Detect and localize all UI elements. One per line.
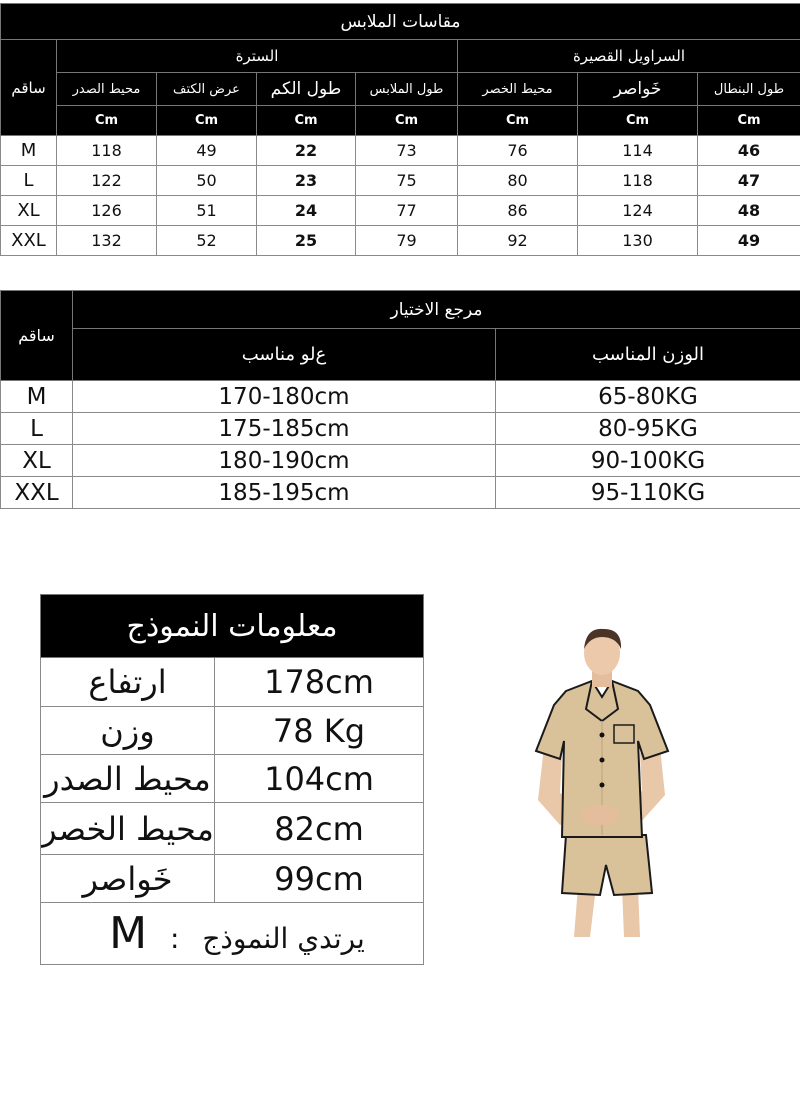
value-cell: 51	[157, 196, 257, 226]
model-label-height: ارتفاع	[41, 658, 215, 707]
weight-header: الوزن المناسب	[496, 329, 800, 381]
model-value-hips: 99cm	[215, 855, 424, 903]
value-cell: 52	[157, 226, 257, 256]
value-cell: 49	[157, 136, 257, 166]
size-cell: XXL	[1, 477, 73, 509]
value-cell: 23	[257, 166, 356, 196]
value-cell: 77	[356, 196, 458, 226]
unit-cell: Cm	[157, 106, 257, 136]
col-length: طول الملابس	[356, 73, 458, 106]
size-cell: M	[1, 381, 73, 413]
model-label-chest: محيط الصدر	[41, 755, 215, 803]
value-cell: 132	[57, 226, 157, 256]
shirt-group-header: السترة	[57, 40, 458, 73]
col-pants-length: طول البنطال	[698, 73, 800, 106]
height-header: ع‌لو مناسب	[73, 329, 496, 381]
size-cell: XL	[1, 196, 57, 226]
unit-cell: Cm	[698, 106, 800, 136]
table-row	[1, 445, 800, 477]
value-cell: 114	[578, 136, 698, 166]
height-cell: 170-180cm	[73, 381, 496, 413]
value-cell: 73	[356, 136, 458, 166]
col-hips: خَواصر	[578, 73, 698, 106]
table-row	[41, 855, 424, 903]
size-cell: XL	[1, 445, 73, 477]
size-cell: XXL	[1, 226, 57, 256]
size-column-header: ساقم	[1, 291, 73, 381]
value-cell: 118	[578, 166, 698, 196]
value-cell: 50	[157, 166, 257, 196]
model-shorts	[562, 835, 652, 895]
model-info-title: معلومات النموذج	[41, 595, 424, 658]
height-cell: 180-190cm	[73, 445, 496, 477]
model-label-weight: وزن	[41, 707, 215, 755]
value-cell: 25	[257, 226, 356, 256]
value-cell: 22	[257, 136, 356, 166]
size-chart-table	[0, 3, 800, 256]
table-row	[41, 707, 424, 755]
weight-cell: 65-80KG	[496, 381, 800, 413]
value-cell: 86	[458, 196, 578, 226]
model-label-waist: محيط الخصر	[41, 803, 215, 855]
model-size-value: M	[109, 908, 148, 959]
table-row	[1, 166, 800, 196]
value-cell: 76	[458, 136, 578, 166]
col-waist: محيط الخصر	[458, 73, 578, 106]
model-value-waist: 82cm	[215, 803, 424, 855]
table-row	[1, 136, 800, 166]
value-cell: 80	[458, 166, 578, 196]
table-row	[1, 381, 800, 413]
model-wears-size	[41, 903, 424, 965]
table-row	[1, 196, 800, 226]
size-cell: M	[1, 136, 57, 166]
value-cell: 130	[578, 226, 698, 256]
table-row	[41, 803, 424, 855]
table-row	[41, 755, 424, 803]
value-cell: 46	[698, 136, 800, 166]
unit-cell: Cm	[458, 106, 578, 136]
col-shoulder: عرض الكتف	[157, 73, 257, 106]
model-value-height: 178cm	[215, 658, 424, 707]
weight-cell: 80-95KG	[496, 413, 800, 445]
weight-cell: 90-100KG	[496, 445, 800, 477]
model-size-colon: :	[170, 922, 180, 955]
unit-cell: Cm	[57, 106, 157, 136]
value-cell: 48	[698, 196, 800, 226]
weight-cell: 95-110KG	[496, 477, 800, 509]
table-row	[1, 477, 800, 509]
model-wears-label: يرتدي النموذج	[202, 922, 365, 955]
size-chart-title: مقاسات الملابس	[1, 4, 800, 40]
height-cell: 175-185cm	[73, 413, 496, 445]
col-chest: محيط الصدر	[57, 73, 157, 106]
value-cell: 75	[356, 166, 458, 196]
value-cell: 47	[698, 166, 800, 196]
value-cell: 126	[57, 196, 157, 226]
value-cell: 124	[578, 196, 698, 226]
model-hands	[580, 805, 620, 825]
reference-title: مرجع الاختيار	[73, 291, 800, 329]
size-cell: L	[1, 166, 57, 196]
model-photo	[530, 625, 675, 945]
value-cell: 122	[57, 166, 157, 196]
value-cell: 118	[57, 136, 157, 166]
model-info-table	[40, 594, 424, 965]
value-cell: 79	[356, 226, 458, 256]
value-cell: 49	[698, 226, 800, 256]
table-row	[41, 658, 424, 707]
value-cell: 24	[257, 196, 356, 226]
height-cell: 185-195cm	[73, 477, 496, 509]
table-row	[1, 226, 800, 256]
model-label-hips: خَواصر	[41, 855, 215, 903]
selection-reference-table	[0, 290, 800, 509]
table-row	[1, 413, 800, 445]
size-cell: L	[1, 413, 73, 445]
unit-cell: Cm	[578, 106, 698, 136]
size-column-header: ساقم	[1, 40, 57, 136]
value-cell: 92	[458, 226, 578, 256]
unit-cell: Cm	[356, 106, 458, 136]
col-sleeve: طول الكم	[257, 73, 356, 106]
shorts-group-header: السراويل القصيرة	[458, 40, 800, 73]
unit-cell: Cm	[257, 106, 356, 136]
model-value-weight: 78 Kg	[215, 707, 424, 755]
model-value-chest: 104cm	[215, 755, 424, 803]
